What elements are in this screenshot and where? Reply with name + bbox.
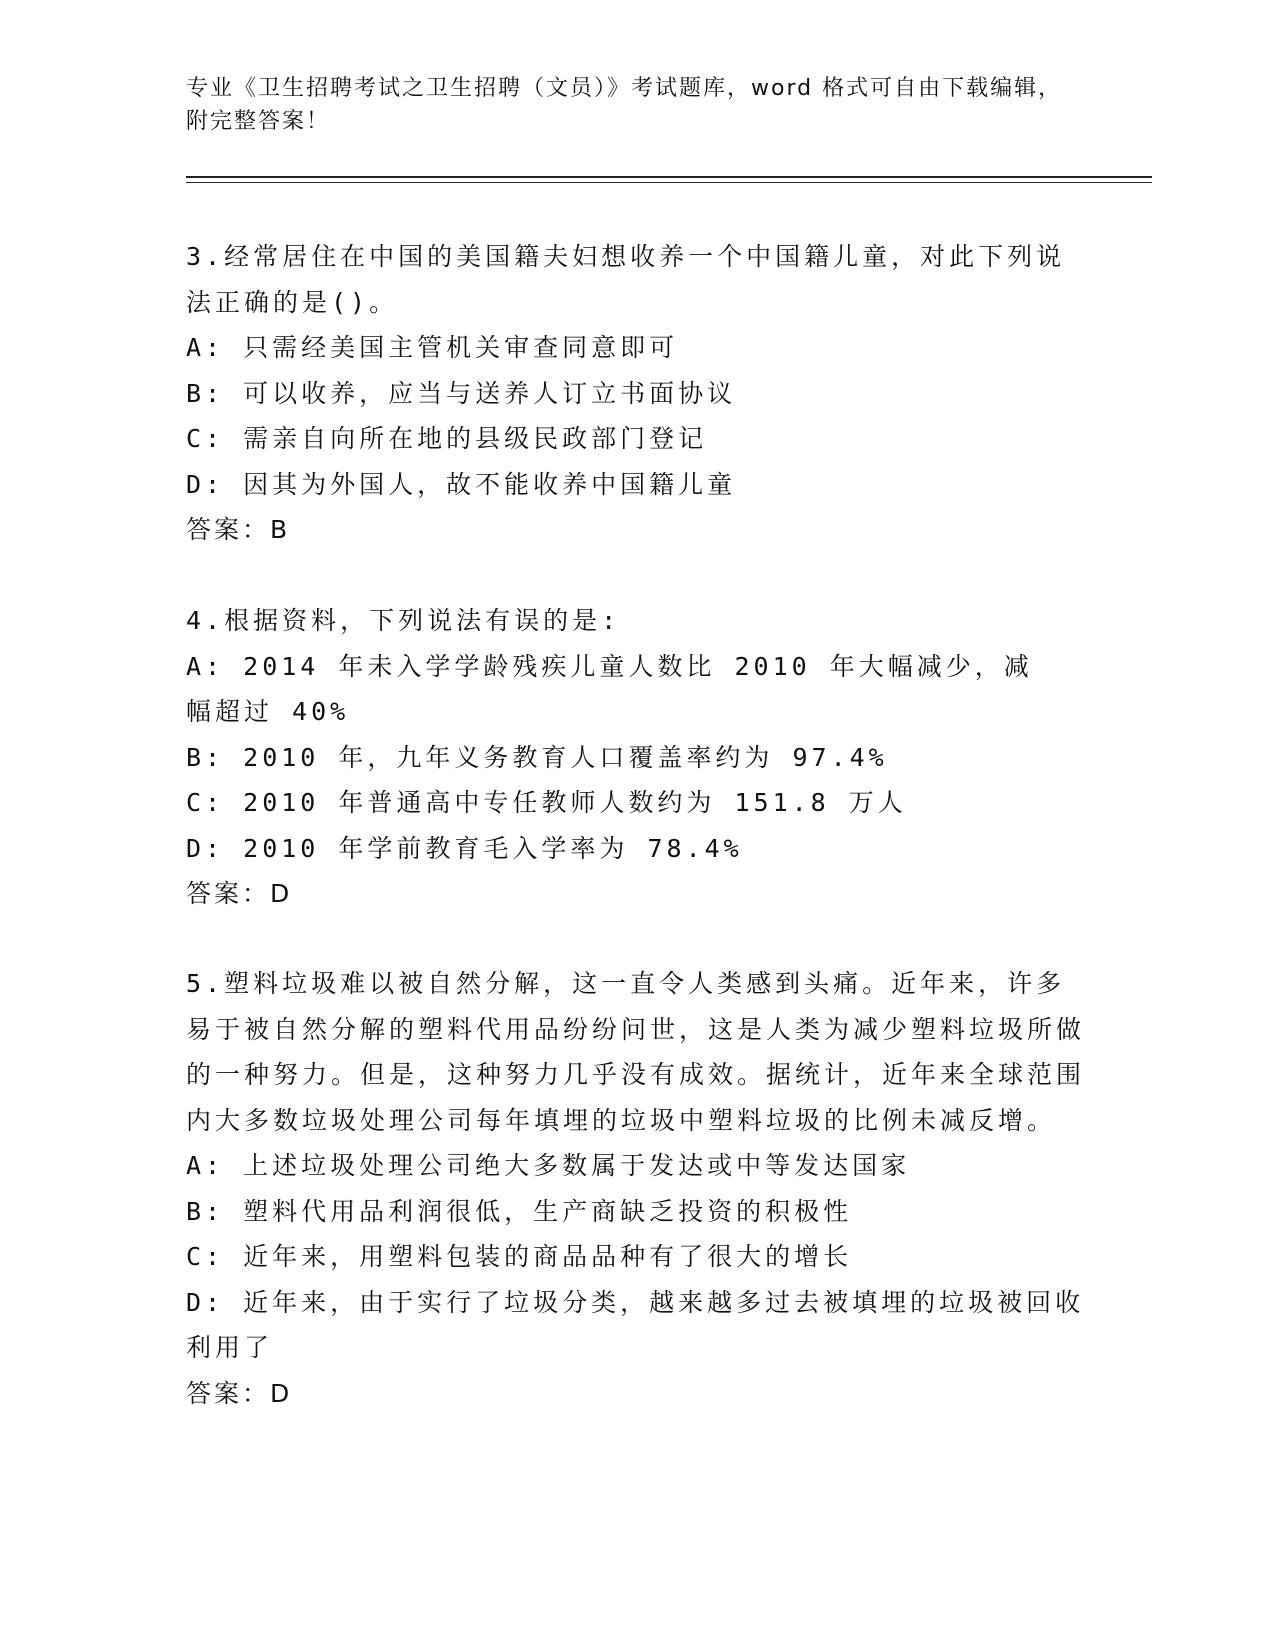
question-4 xyxy=(186,598,1036,917)
option-b: B: 塑料代用品利润很低，生产商缺乏投资的积极性 xyxy=(186,1196,853,1226)
question-5 xyxy=(186,961,1086,1416)
option-b: B: 2010 年，九年义务教育人口覆盖率约为 97.4% xyxy=(186,742,888,772)
option-d: D: 2010 年学前教育毛入学率为 78.4% xyxy=(186,833,743,863)
answer-label: 答案：D xyxy=(186,1378,293,1408)
question-text: 3.经常居住在中国的美国籍夫妇想收养一个中国籍儿童，对此下列说法正确的是()。 xyxy=(186,242,1066,317)
header-divider-thick xyxy=(186,176,1152,178)
question-3 xyxy=(186,234,1086,553)
header-divider-thin xyxy=(186,182,1152,183)
option-c: C: 需亲自向所在地的县级民政部门登记 xyxy=(186,424,708,453)
option-d: D: 因其为外国人，故不能收养中国籍儿童 xyxy=(186,469,737,499)
option-d: D: 近年来，由于实行了垃圾分类，越来越多过去被填埋的垃圾被回收利用了 xyxy=(186,1287,1085,1362)
document-header: 专业《卫生招聘考试之卫生招聘（文员）》考试题库，word 格式可自由下载编辑，附完整答案！ xyxy=(186,76,1063,134)
question-text: 5.塑料垃圾难以被自然分解，这一直令人类感到头痛。近年来，许多易于被自然分解的塑料代用品纷纷问世，这是人类为减少塑料垃圾所做的一种努力。但是，这种努力几乎没有成效。据统计，近年来全球范围内大多数垃圾处理公司每年填埋的垃圾中塑料垃圾的比例未减反增。 xyxy=(186,969,1086,1135)
option-c: C: 近年来，用塑料包装的商品品种有了很大的增长 xyxy=(186,1242,853,1271)
option-a: A: 只需经美国主管机关审查同意即可 xyxy=(186,333,679,362)
option-c: C: 2010 年普通高中专任教师人数约为 151.8 万人 xyxy=(186,788,907,817)
answer-label: 答案：B xyxy=(186,515,291,544)
option-b: B: 可以收养，应当与送养人订立书面协议 xyxy=(186,378,737,408)
answer-label: 答案：D xyxy=(186,879,293,908)
question-text: 4.根据资料，下列说法有误的是: xyxy=(186,606,621,635)
option-a: A: 2014 年未入学学龄残疾儿童人数比 2010 年大幅减少，减幅超过 40% xyxy=(186,651,1033,726)
option-a: A: 上述垃圾处理公司绝大多数属于发达或中等发达国家 xyxy=(186,1151,911,1180)
